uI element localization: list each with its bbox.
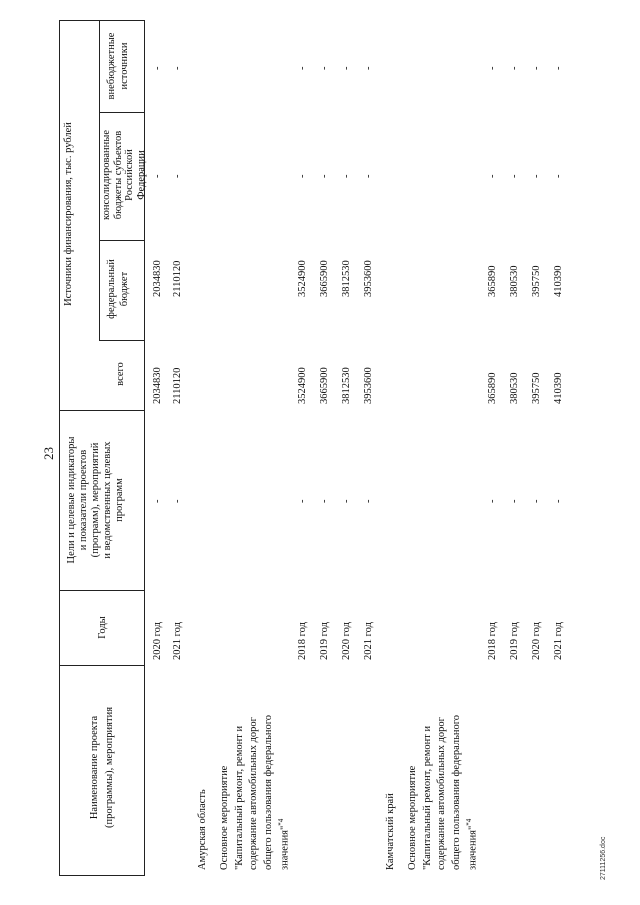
goals-cell: - — [319, 499, 330, 503]
offbudget-cell: - — [152, 66, 163, 70]
header-sources-group: Источники финансирования, тыс. рублей — [63, 122, 74, 306]
offbudget-cell: - — [319, 66, 330, 70]
total-cell: 365890 — [487, 372, 498, 404]
federal-cell: 410390 — [553, 265, 564, 297]
header-total: всего — [115, 362, 126, 386]
total-cell: 380530 — [509, 372, 520, 404]
total-cell: 3953600 — [363, 367, 374, 404]
federal-cell: 3665900 — [319, 260, 330, 297]
goals-cell: - — [553, 499, 564, 503]
consolidated-cell: - — [531, 174, 542, 178]
total-cell: 395750 — [531, 372, 542, 404]
total-cell: 3812530 — [341, 367, 352, 404]
year-cell: 2018 год — [297, 622, 308, 660]
year-cell: 2019 год — [319, 622, 330, 660]
year-cell: 2018 год — [487, 622, 498, 660]
sources-group-divider — [99, 20, 100, 340]
goals-cell: - — [172, 499, 183, 503]
offbudget-cell: - — [487, 66, 498, 70]
goals-cell: - — [531, 499, 542, 503]
goals-cell: - — [509, 499, 520, 503]
event-description: Основное мероприятие "Капитальный ремонт, ремонт и содержание автомобильных дорог общего пользования федерального значения"$^{*4}$ — [219, 714, 291, 870]
total-cell: 2110120 — [172, 367, 183, 404]
consolidated-cell: - — [319, 174, 330, 178]
consolidated-cell: - — [152, 174, 163, 178]
goals-cell: - — [297, 499, 308, 503]
header-goals: Цели и целевые индикаторы и показатели проектов (программ), мероприятий и ведомственных целевых программ — [66, 436, 126, 564]
consolidated-cell: - — [363, 174, 374, 178]
region-name: Амурская область — [197, 789, 208, 870]
event-description: Основное мероприятие "Капитальный ремонт, ремонт и содержание автомобильных дорог общего пользования федерального значения"$^{*4}$ — [407, 714, 479, 870]
consolidated-cell: - — [509, 174, 520, 178]
header-consolidated: консолидированные бюджеты субъектов Российской Федерации — [101, 130, 147, 220]
federal-cell: 3953600 — [363, 260, 374, 297]
offbudget-cell: - — [553, 66, 564, 70]
federal-cell: 380530 — [509, 265, 520, 297]
year-cell: 2021 год — [553, 622, 564, 660]
region-name: Камчатский край — [385, 793, 396, 870]
consolidated-cell: - — [487, 174, 498, 178]
page-number: 23 — [41, 447, 56, 460]
consolidated-cell: - — [341, 174, 352, 178]
header-offbudget: внебюджетные источники — [106, 32, 130, 100]
footer-filename: 27111256.doc — [600, 836, 607, 880]
offbudget-cell: - — [172, 66, 183, 70]
federal-cell: 2110120 — [172, 260, 183, 297]
offbudget-cell: - — [363, 66, 374, 70]
federal-cell: 365890 — [487, 265, 498, 297]
offbudget-cell: - — [509, 66, 520, 70]
total-cell: 2034830 — [152, 367, 163, 404]
header-years: Годы — [97, 616, 108, 639]
header-federal: федеральный бюджет — [106, 259, 130, 319]
consolidated-cell: - — [297, 174, 308, 178]
year-cell: 2020 год — [531, 622, 542, 660]
goals-cell: - — [152, 499, 163, 503]
year-cell: 2020 год — [341, 622, 352, 660]
goals-cell: - — [487, 499, 498, 503]
offbudget-cell: - — [531, 66, 542, 70]
goals-cell: - — [341, 499, 352, 503]
year-cell: 2019 год — [509, 622, 520, 660]
consolidated-cell: - — [172, 174, 183, 178]
goals-cell: - — [363, 499, 374, 503]
federal-cell: 3524900 — [297, 260, 308, 297]
total-cell: 410390 — [553, 372, 564, 404]
offbudget-cell: - — [297, 66, 308, 70]
offbudget-cell: - — [341, 66, 352, 70]
year-cell: 2021 год — [172, 622, 183, 660]
federal-cell: 2034830 — [152, 260, 163, 297]
header-name: Наименование проекта (программы), мероприятия — [89, 706, 115, 829]
federal-cell: 395750 — [531, 265, 542, 297]
total-cell: 3524900 — [297, 367, 308, 404]
consolidated-cell: - — [553, 174, 564, 178]
year-cell: 2021 год — [363, 622, 374, 660]
table-left-border — [59, 875, 145, 876]
federal-cell: 3812530 — [341, 260, 352, 297]
year-cell: 2020 год — [152, 622, 163, 660]
table-top-border — [59, 20, 60, 875]
total-cell: 3665900 — [319, 367, 330, 404]
